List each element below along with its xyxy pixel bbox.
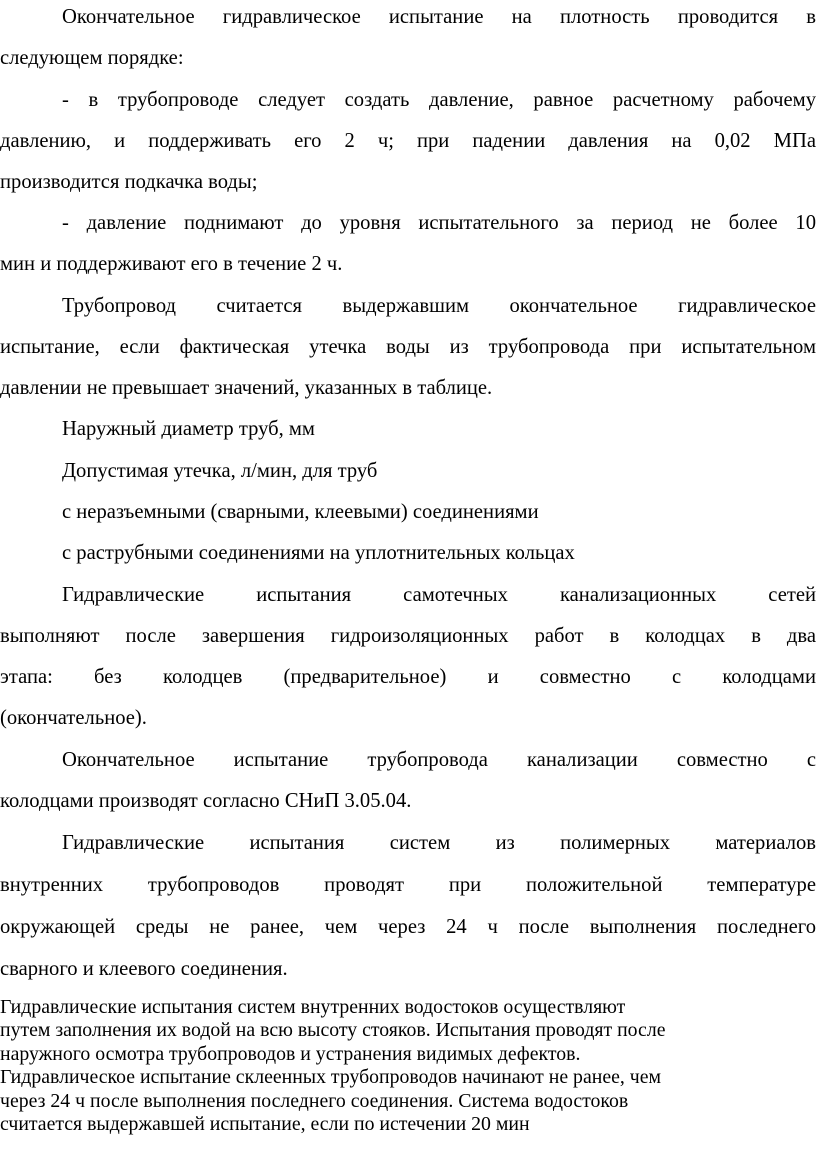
text-line: через 24 ч после выполнения последнего соединения. Система водостоков: [0, 1090, 629, 1112]
text-line: Окончательное испытание трубопровода канализации совместно с: [62, 749, 816, 771]
text-line: с раструбными соединениями на уплотнительных кольцах: [62, 542, 575, 564]
text-line: сварного и клеевого соединения.: [0, 958, 288, 980]
text-line: этапа: без колодцев (предварительное) и совместно с колодцами: [0, 666, 816, 688]
text-line: внутренних трубопроводов проводят при положительной температуре: [0, 874, 816, 896]
text-line: выполняют после завершения гидроизоляционных работ в колодцах в два: [0, 625, 816, 647]
text-line: путем заполнения их водой на всю высоту стояков. Испытания проводят после: [0, 1019, 666, 1041]
text-line: Гидравлические испытания систем внутренних водостоков осуществляют: [0, 996, 626, 1018]
text-line: (окончательное).: [0, 707, 147, 729]
text-line: Наружный диаметр труб, мм: [62, 418, 315, 440]
text-line: испытание, если фактическая утечка воды из трубопровода при испытательном: [0, 336, 816, 358]
text-line: с неразъемными (сварными, клеевыми) соединениями: [62, 501, 539, 523]
text-line: Гидравлическое испытание склеенных трубопроводов начинают не ранее, чем: [0, 1066, 662, 1088]
text-line: мин и поддерживают его в течение 2 ч.: [0, 253, 343, 275]
text-line: производится подкачка воды;: [0, 171, 258, 193]
text-line: окружающей среды не ранее, чем через 24 ч после выполнения последнего: [0, 916, 816, 938]
text-line: Окончательное гидравлическое испытание на плотность проводится в: [62, 6, 816, 28]
text-line: - давление поднимают до уровня испытательного за период не более 10: [62, 212, 816, 234]
text-line: Допустимая утечка, л/мин, для труб: [62, 460, 378, 482]
text-line: следующем порядке:: [0, 47, 184, 69]
text-line: - в трубопроводе следует создать давление, равное расчетному рабочему: [62, 89, 816, 111]
text-line: давлении не превышает значений, указанных в таблице.: [0, 377, 493, 399]
text-line: колодцами производят согласно СНиП 3.05.04.: [0, 790, 412, 812]
text-line: Гидравлические испытания самотечных канализационных сетей: [62, 584, 816, 606]
text-line: наружного осмотра трубопроводов и устранения видимых дефектов.: [0, 1043, 581, 1065]
text-line: давлению, и поддерживать его 2 ч; при падении давления на 0,02 МПа: [0, 130, 816, 152]
text-line: Гидравлические испытания систем из полимерных материалов: [62, 832, 816, 854]
text-line: Трубопровод считается выдержавшим окончательное гидравлическое: [62, 295, 816, 317]
text-line: считается выдержавшей испытание, если по истечении 20 мин: [0, 1113, 530, 1135]
